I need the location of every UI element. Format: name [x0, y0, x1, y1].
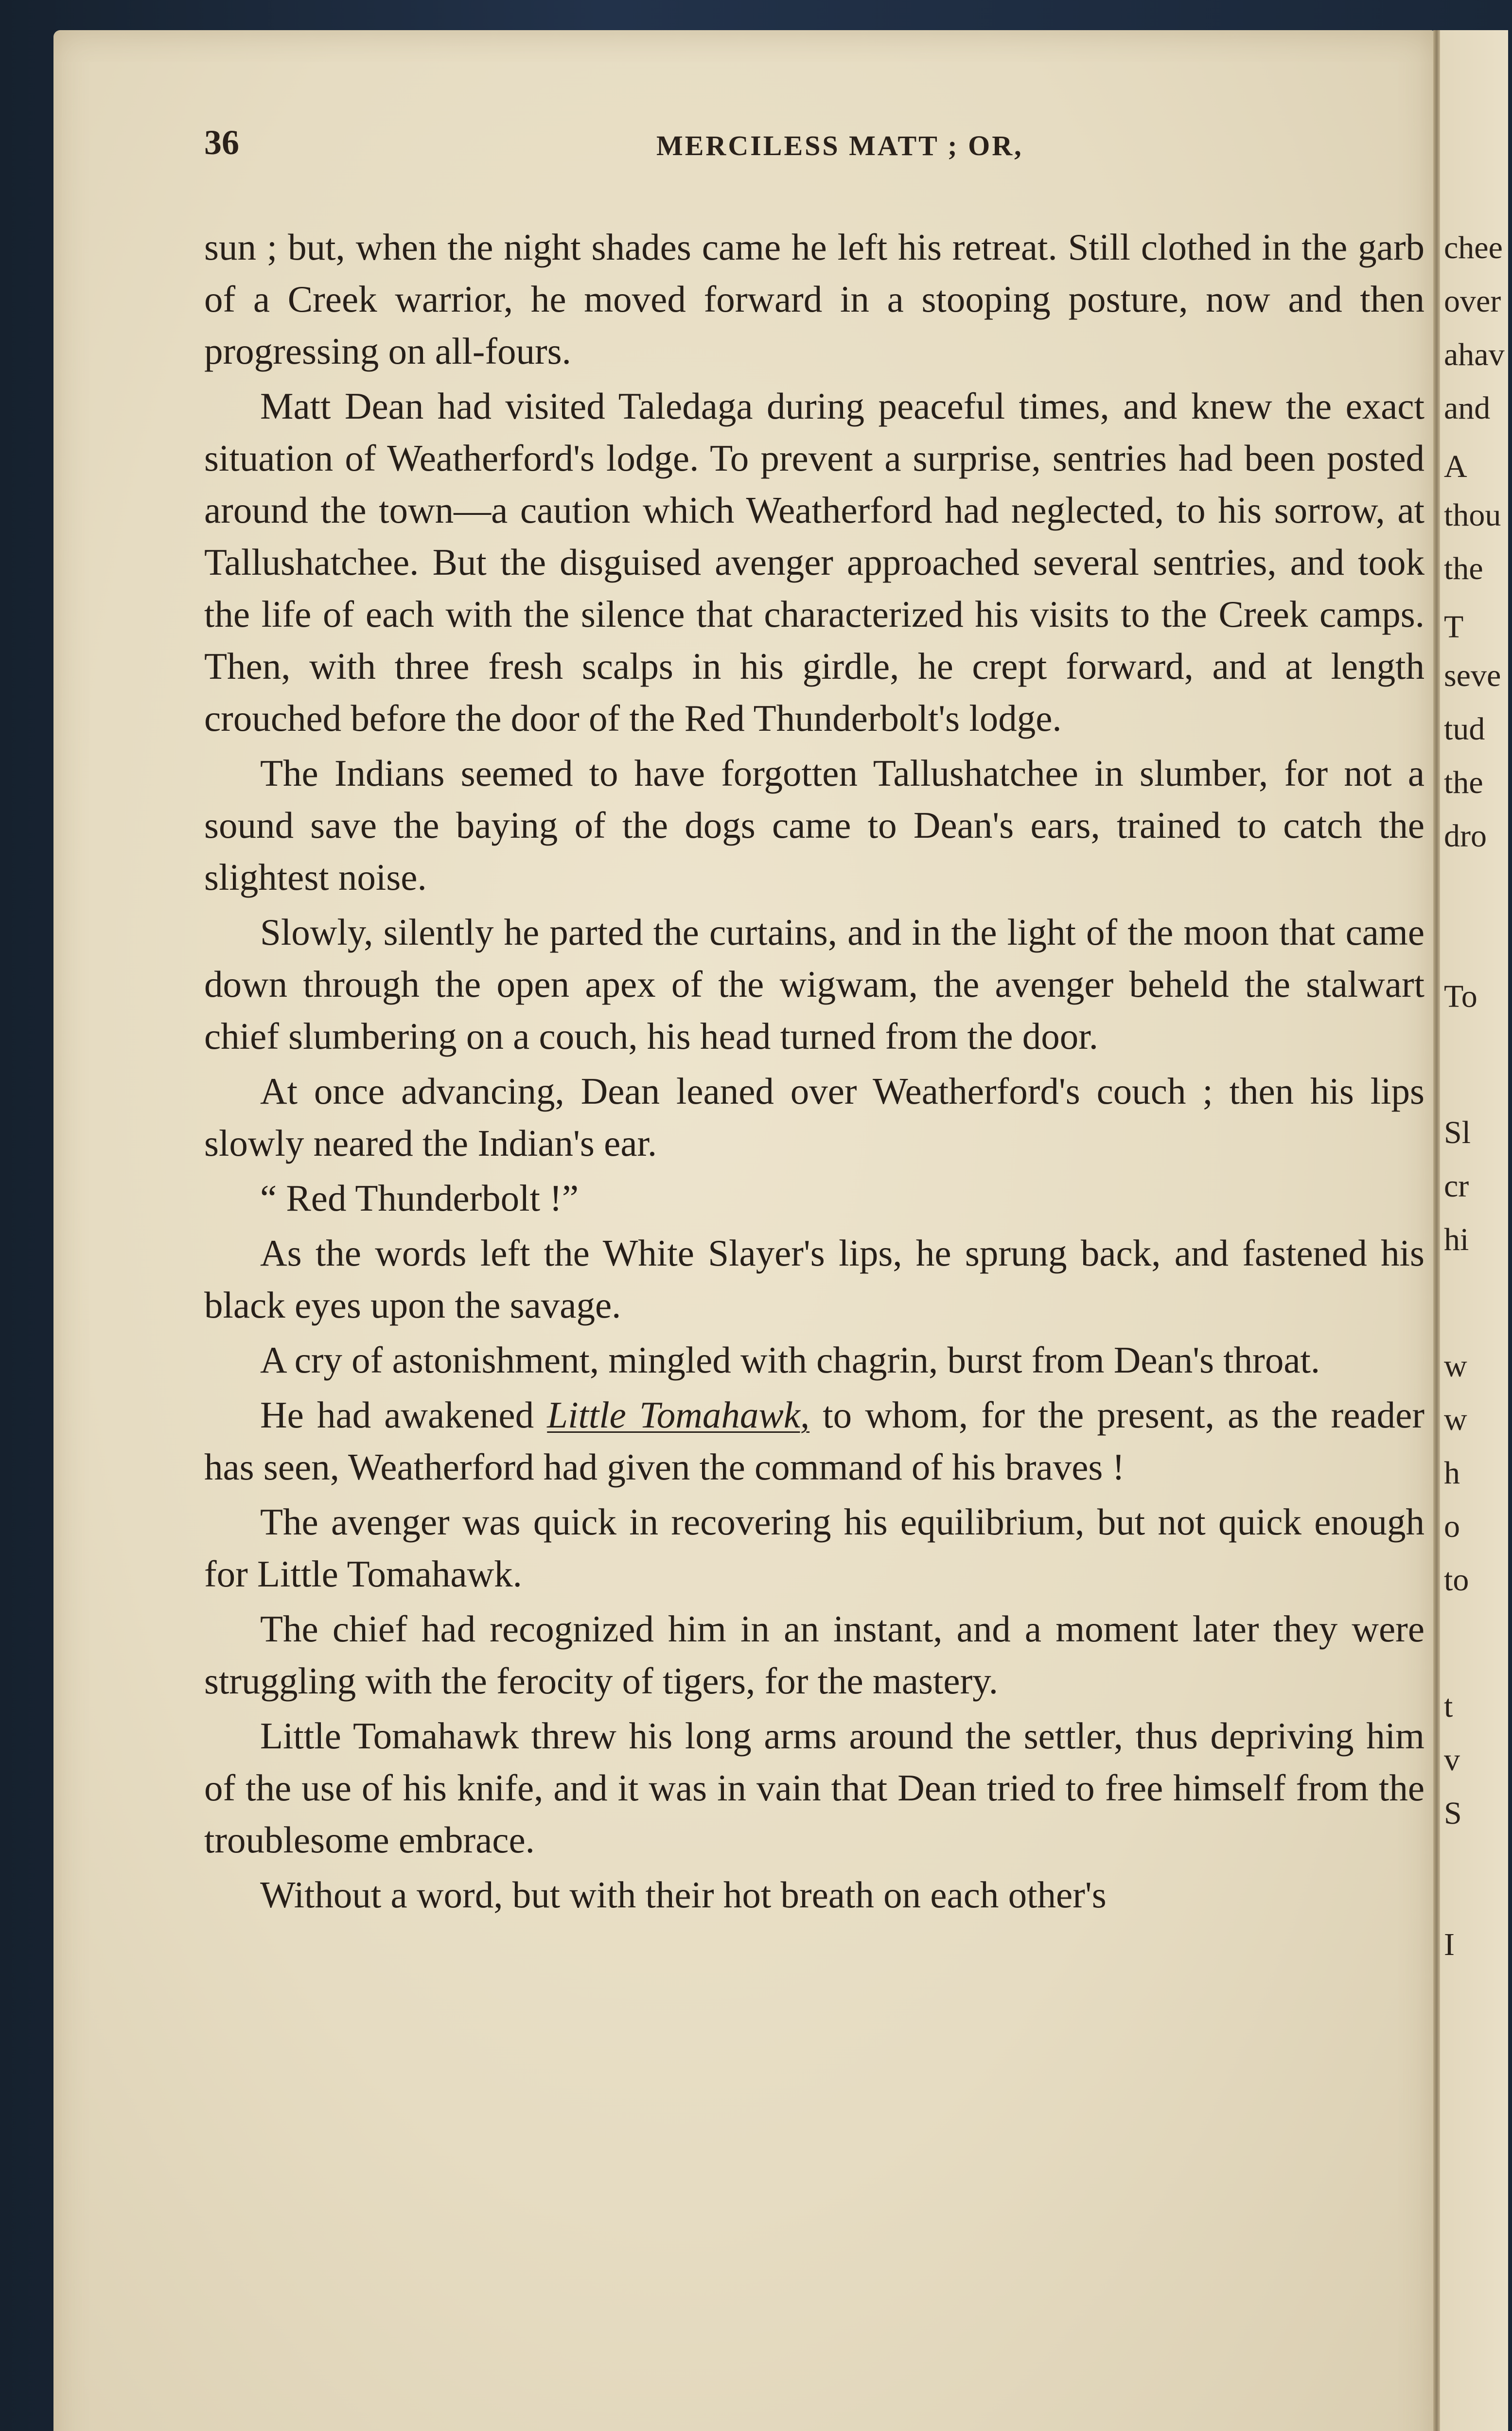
facing-fragment: A: [1444, 449, 1467, 484]
paragraph: Matt Dean had visited Taledaga during peaceful times, and knew the exact situation of Weatherford's lodge. To prevent a surprise, sentries had been posted around the town—a caution which Weatherford had neglected, to his sorrow, at Tallushatchee. But the disguised avenger approached several sentries, and took the life of each with the silence that characterized his visits to the Creek camps. Then, with three fresh scalps in his girdle, he crept forward, and at length crouched before the door of the Red Thunderbolt's lodge.: [204, 385, 1424, 739]
facing-fragment: To: [1444, 979, 1477, 1014]
paragraph: “ Red Thunderbolt !”: [260, 1177, 579, 1219]
paragraph-text: He had awakened: [260, 1394, 547, 1436]
paragraph: [204, 1389, 1424, 1493]
facing-fragment: t: [1444, 1689, 1453, 1724]
paragraph: Slowly, silently he parted the curtains, and in the light of the moon that came down through the open apex of the wigwam, the avenger beheld the stalwart chief slumbering on a couch, his head turned from the door.: [204, 911, 1424, 1057]
facing-fragment: the: [1444, 765, 1483, 800]
facing-fragment: tud: [1444, 711, 1485, 747]
page-body-text: [204, 221, 1424, 1924]
paragraph: Little Tomahawk threw his long arms around the settler, thus depriving him of the use of his knife, and it was in vain that Dean tried to free himself from the troublesome embrace.: [204, 1715, 1424, 1861]
paragraph-text: to whom, for the present, as the reader has seen, Weatherford had given the command of his braves !: [204, 1394, 1424, 1488]
page-number: 36: [204, 123, 239, 162]
facing-fragment: S: [1444, 1796, 1462, 1831]
facing-fragment: T: [1444, 609, 1464, 645]
facing-fragment: and: [1444, 390, 1491, 426]
facing-fragment: I: [1444, 1927, 1455, 1962]
facing-page-edge: [1440, 30, 1508, 2431]
facing-fragment: to: [1444, 1562, 1469, 1598]
paragraph: A cry of astonishment, mingled with chagrin, burst from Dean's throat.: [260, 1339, 1320, 1381]
facing-fragment: the: [1444, 551, 1483, 586]
paragraph: The avenger was quick in recovering his equilibrium, but not quick enough for Little Tomahawk.: [204, 1501, 1424, 1595]
facing-fragment: o: [1444, 1509, 1460, 1544]
paragraph: As the words left the White Slayer's lips, he sprung back, and fastened his black eyes upon the savage.: [204, 1232, 1424, 1326]
facing-fragment: dro: [1444, 818, 1487, 854]
facing-fragment: h: [1444, 1455, 1460, 1491]
character-name: Little Tomahawk,: [547, 1394, 810, 1436]
facing-fragment: over: [1444, 283, 1501, 319]
facing-fragment: cr: [1444, 1168, 1469, 1204]
facing-fragment: thou: [1444, 497, 1501, 533]
facing-fragment: seve: [1444, 658, 1501, 693]
facing-fragment: chee: [1444, 230, 1503, 265]
paragraph: sun ; but, when the night shades came he left his retreat. Still clothed in the garb of a Creek warrior, he moved forward in a stooping posture, now and then progressing on all-fours.: [204, 226, 1424, 372]
paragraph: The Indians seemed to have forgotten Tallushatchee in slumber, for not a sound save the baying of the dogs came to Dean's ears, trained to catch the slightest noise.: [204, 752, 1424, 898]
facing-fragment: w: [1444, 1402, 1467, 1437]
page-header: [204, 123, 1459, 186]
book-gutter: [1433, 30, 1440, 2431]
paragraph: At once advancing, Dean leaned over Weatherford's couch ; then his lips slowly neared the Indian's ear.: [204, 1070, 1424, 1164]
facing-fragment: w: [1444, 1348, 1467, 1384]
facing-fragment: v: [1444, 1742, 1460, 1778]
facing-fragment: ahav: [1444, 337, 1505, 372]
paragraph: Without a word, but with their hot breath on each other's: [260, 1874, 1107, 1916]
facing-fragment: hi: [1444, 1222, 1469, 1257]
paragraph: The chief had recognized him in an instant, and a moment later they were struggling with the ferocity of tigers, for the mastery.: [204, 1608, 1424, 1702]
running-head: MERCILESS MATT ; OR,: [656, 130, 1023, 161]
facing-fragment: Sl: [1444, 1115, 1471, 1150]
